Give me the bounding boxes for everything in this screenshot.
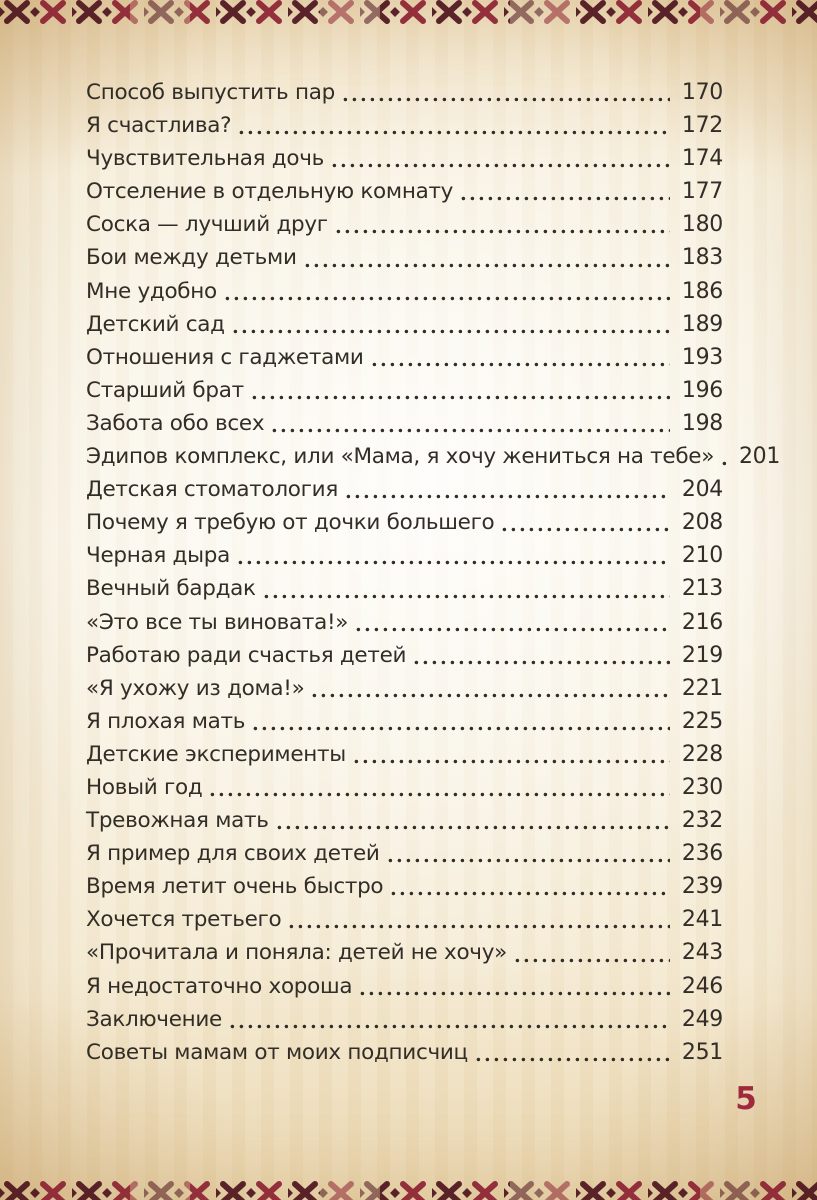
- dot-leader: [468, 1036, 675, 1069]
- toc-entry-page: 208: [681, 510, 723, 536]
- toc-entry-page: 177: [681, 179, 723, 205]
- toc-entry: [86, 672, 723, 705]
- dot-leader: [494, 506, 675, 539]
- toc-entry-page: 186: [681, 278, 723, 304]
- toc-entry-title: Новый год: [86, 774, 203, 800]
- dot-leader: [352, 970, 675, 1003]
- dot-leader: [256, 572, 675, 605]
- toc-entry-title: Я плохая мать: [86, 708, 246, 734]
- toc-entry: [86, 142, 723, 175]
- toc-entry-title: Вечный бардак: [86, 576, 256, 602]
- toc-entry-page: 219: [681, 642, 723, 668]
- dot-leader: [202, 771, 675, 804]
- toc-entry-title: Детский сад: [86, 311, 225, 337]
- toc-entry: [86, 639, 723, 672]
- dot-leader: [328, 208, 675, 241]
- ornament-border-top: [0, 0, 817, 27]
- toc-entry-title: Детские эксперименты: [86, 741, 346, 767]
- toc-entry: [86, 936, 723, 969]
- dot-leader: [346, 738, 675, 771]
- toc-entry-title: Почему я требую от дочки большего: [86, 510, 495, 536]
- toc-entry-title: «Прочитала и поняла: детей не хочу»: [86, 940, 507, 966]
- toc-entry-page: 198: [681, 410, 723, 436]
- dot-leader: [324, 142, 675, 175]
- toc-entry: [86, 308, 723, 341]
- toc-entry-title: Я счастлива?: [86, 113, 232, 139]
- dot-leader: [217, 275, 675, 308]
- dot-leader: [225, 308, 675, 341]
- toc-entry: [86, 970, 723, 1003]
- toc-entry-title: Бои между детьми: [86, 245, 297, 271]
- toc-entry-title: Советы мамам от моих подписчиц: [86, 1039, 468, 1065]
- toc-entry-title: Эдипов комплекс, или «Мама, я хочу жениться на тебе»: [86, 444, 715, 470]
- toc-entry-title: Отселение в отдельную комнату: [86, 179, 454, 205]
- toc-entry-title: Детская стоматология: [86, 477, 338, 503]
- dot-leader: [269, 804, 675, 837]
- dot-leader: [507, 936, 675, 969]
- toc-entry-title: Время летит очень быстро: [86, 874, 384, 900]
- toc-entry-page: 189: [681, 311, 723, 337]
- toc-entry-title: «Это все ты виновата!»: [86, 609, 349, 635]
- toc-entry-page: 246: [681, 973, 723, 999]
- dot-leader: [281, 903, 675, 936]
- toc-entry-title: Забота обо всех: [86, 410, 265, 436]
- toc-entry-title: Работаю ради счастья детей: [86, 642, 407, 668]
- toc-entry-title: Тревожная мать: [86, 808, 269, 834]
- toc-entry-title: Старший брат: [86, 377, 244, 403]
- toc-entry: [86, 275, 723, 308]
- toc-entry-title: Соска — лучший друг: [86, 212, 328, 238]
- dot-leader: [230, 539, 675, 572]
- toc-entry-page: 239: [681, 874, 723, 900]
- toc-entry: [86, 870, 723, 903]
- toc-entry-page: 204: [681, 477, 723, 503]
- toc-entry-title: Заключение: [86, 1006, 222, 1032]
- toc-entry-page: 193: [681, 344, 723, 370]
- toc-entry-title: Я недостаточно хороша: [86, 973, 353, 999]
- toc-entry-page: 216: [681, 609, 723, 635]
- toc-entry: [86, 109, 723, 142]
- toc-entry-page: 172: [681, 113, 723, 139]
- dot-leader: [338, 473, 675, 506]
- dot-leader: [231, 109, 675, 142]
- toc-entry-page: 243: [681, 940, 723, 966]
- toc-entry-title: Мне удобно: [86, 278, 217, 304]
- dot-leader: [222, 1003, 675, 1036]
- toc-entry: [86, 705, 723, 738]
- toc-entry: [86, 572, 723, 605]
- toc-entry: [86, 903, 723, 936]
- toc-entry-page: 230: [681, 774, 723, 800]
- toc-entry-title: Я пример для своих детей: [86, 841, 380, 867]
- dot-leader: [383, 870, 675, 903]
- toc-entry: [86, 407, 723, 440]
- dot-leader: [453, 175, 675, 208]
- toc-entry: [86, 738, 723, 771]
- page-number: 5: [735, 1081, 757, 1117]
- toc-entry-page: 180: [681, 212, 723, 238]
- toc-entry: [86, 606, 723, 639]
- toc-entry: [86, 804, 723, 837]
- toc-entry-title: «Я ухожу из дома!»: [86, 675, 305, 701]
- toc-entry-page: 236: [681, 841, 723, 867]
- dot-leader: [380, 837, 675, 870]
- toc-entry: [86, 175, 723, 208]
- toc-entry: [86, 76, 723, 109]
- toc-entry-page: 210: [681, 543, 723, 569]
- toc-entry-title: Способ выпустить пар: [86, 80, 335, 105]
- dot-leader: [245, 705, 675, 738]
- dot-leader: [364, 341, 675, 374]
- toc-entry-page: 241: [681, 907, 723, 933]
- dot-leader: [297, 241, 675, 274]
- toc-entry-page: 196: [681, 377, 723, 403]
- dot-leader: [304, 672, 675, 705]
- ornament-border-bottom: [0, 1178, 817, 1200]
- toc-entry-page: 170: [681, 80, 723, 105]
- toc-entry-title: Отношения с гаджетами: [86, 344, 364, 370]
- toc-entry: [86, 506, 723, 539]
- toc-entry-page: 183: [681, 245, 723, 271]
- dot-leader: [264, 407, 675, 440]
- toc-entry-page: 213: [681, 576, 723, 602]
- toc-entry: [86, 473, 723, 506]
- toc-entry: [86, 241, 723, 274]
- toc-entry: [86, 837, 723, 870]
- toc-entry: [86, 440, 781, 473]
- toc-entry-page: 251: [681, 1039, 723, 1065]
- toc-entry: [86, 539, 723, 572]
- toc-entry-page: 228: [681, 741, 723, 767]
- dot-leader: [244, 374, 675, 407]
- toc-entry-page: 221: [681, 675, 723, 701]
- toc-entry: [86, 771, 723, 804]
- toc-entry-title: Черная дыра: [86, 543, 230, 569]
- toc-entry-page: 174: [681, 146, 723, 172]
- toc-entry: [86, 341, 723, 374]
- table-of-contents: [86, 76, 781, 1069]
- dot-leader: [714, 440, 732, 473]
- toc-entry-page: 249: [681, 1006, 723, 1032]
- toc-entry: [86, 1003, 723, 1036]
- toc-entry-title: Хочется третьего: [86, 907, 282, 933]
- dot-leader: [348, 606, 675, 639]
- toc-entry-title: Чувствительная дочь: [86, 146, 324, 172]
- toc-entry-page: 225: [681, 708, 723, 734]
- toc-entry: [86, 208, 723, 241]
- toc-entry-page: 201: [738, 444, 781, 470]
- toc-entry-page: 232: [681, 808, 723, 834]
- dot-leader: [406, 639, 675, 672]
- toc-entry: [86, 374, 723, 407]
- dot-leader: [335, 76, 675, 109]
- toc-entry: [86, 1036, 723, 1069]
